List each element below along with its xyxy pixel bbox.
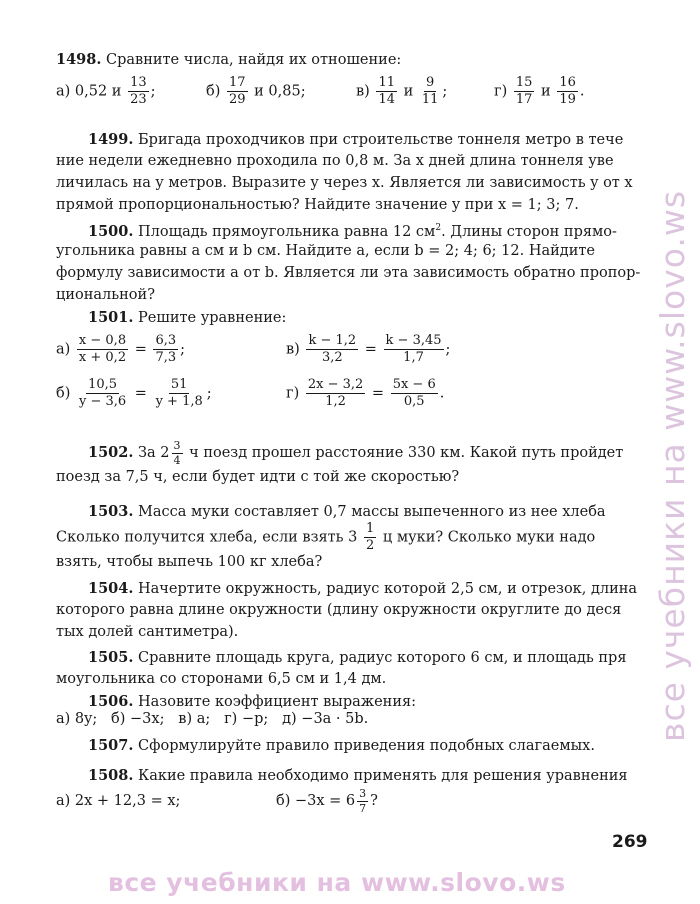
item-label: а) 0,52 и [56, 83, 122, 100]
problem-1508-item-a: а) 2x + 12,3 = x; [56, 793, 181, 809]
fraction: $\frac{3}{4}$ [173, 438, 181, 467]
watermark-bottom: все учебники на www.slovo.ws [108, 868, 566, 897]
problem-1501-item-g: г) $\frac{2x - 3,2}{1,2}$ = $\frac{5x - 6}{0,5}$ . [286, 377, 445, 409]
problem-1501-item-b: б) $\frac{10,5}{y - 3,6}$ = $\frac{51}{y + 1,8}$ ; [56, 377, 212, 409]
fraction: $\frac{13}{23}$ [130, 75, 147, 107]
problem-1504-line-2: которого равна длине окружности (длину окружности округлите до деся [56, 602, 622, 618]
fraction: $\frac{9}{11}$ [421, 75, 439, 107]
fraction: $\frac{10,5}{y - 3,6}$ [79, 377, 127, 409]
problem-1499-line-3: личилась на y метров. Выразите y через x. Является ли зависимость y от x [56, 175, 633, 191]
problem-1502-line-2: поезд за 7,5 ч, если будет идти с той же скоростью? [56, 469, 460, 485]
problem-number: 1501. [88, 309, 134, 326]
fraction: $\frac{16}{19}$ [559, 75, 576, 107]
fraction: $\frac{1}{2}$ [366, 522, 375, 553]
fraction: $\frac{3}{7}$ [359, 786, 367, 815]
problem-1501-item-v: в) $\frac{k - 1,2}{3,2}$ = $\frac{k - 3,45}{1,7}$ ; [286, 333, 451, 365]
problem-1498-item-a: а) 0,52 и $\frac{13}{23}$ ; [56, 75, 156, 107]
fraction: $\frac{2x - 3,2}{1,2}$ [307, 377, 364, 409]
problem-number: 1498. [56, 51, 102, 68]
fraction: $\frac{x - 0,8}{x + 0,2}$ [78, 333, 127, 365]
problem-number: 1505. [88, 649, 134, 666]
fraction: $\frac{6,3}{7,3}$ [155, 333, 177, 365]
problem-1498-title [56, 48, 644, 72]
problem-1508-item-b: б) −3x = 6 $\frac{3}{7}$ ? [276, 786, 378, 815]
item-label: б) [206, 83, 221, 100]
fraction: $\frac{11}{14}$ [378, 75, 395, 107]
fraction: $\frac{k - 3,45}{1,7}$ [385, 333, 442, 365]
problem-1499-line-4: прямой пропорциональностью? Найдите значение y при x = 1; 3; 7. [56, 197, 579, 213]
problem-1505-line-1: 1505. Сравните площадь круга, радиус которого 6 см, и площадь пря [88, 649, 627, 666]
problem-number: 1506. [88, 693, 134, 710]
problem-1508-title: 1508. Какие правила необходимо применять для решения уравнения [88, 767, 628, 784]
problem-number: 1504. [88, 580, 134, 597]
problem-1506-title: 1506. Назовите коэффициент выражения: [88, 693, 417, 710]
problem-1500-line-1: 1500. Площадь прямоугольника равна 12 $см^2$. Длины сторон прямо- [88, 223, 617, 240]
problem-number: 1503. [88, 503, 134, 520]
problem-1499-line-2: ние недели ежедневно проходила по 0,8 м. За x дней длина тоннеля уве [56, 153, 614, 169]
problem-1504-line-3: тых долей сантиметра). [56, 624, 239, 640]
problem-1498-item-g: г) $\frac{15}{17}$ и $\frac{16}{19}$ . [494, 75, 585, 107]
problem-1505-line-2: моугольника со сторонами 6,5 см и 1,4 дм. [56, 671, 387, 687]
problem-1498-item-v: в) $\frac{11}{14}$ и $\frac{9}{11}$ ; [356, 75, 448, 107]
problem-1503-line-3: взять, чтобы выпечь 100 кг хлеба? [56, 554, 323, 570]
problem-1501-title: 1501. Решите уравнение: [88, 309, 287, 326]
problem-1500-line-2: угольника равны a см и b см. Найдите a, если b = 2; 4; 6; 12. Найдите [56, 243, 595, 259]
problem-number: 1500. [88, 223, 134, 240]
problem-1506-items: а) 8y; б) −3x; в) a; г) −p; д) −3a · 5b. [56, 711, 369, 727]
problem-number: 1508. [88, 767, 134, 784]
problem-text: Сравните числа, найдя их отношение: [106, 52, 402, 68]
problem-1507: 1507. Сформулируйте правило приведения подобных слагаемых. [88, 737, 595, 754]
problem-1503-line-2: Сколько получится хлеба, если взять 3 $\frac{1}{2}$ ц муки? Сколько муки надо [56, 522, 596, 553]
problem-1504-line-1: 1504. Начертите окружность, радиус которой 2,5 см, и отрезок, длина [88, 580, 638, 597]
item-label: г) [494, 83, 508, 100]
problem-1502-line-1: 1502. За 2 $\frac{3}{4}$ ч поезд прошел расстояние 330 км. Какой путь пройдет [88, 438, 624, 467]
fraction: $\frac{k - 1,2}{3,2}$ [308, 333, 357, 365]
problem-1499-line-1: 1499. Бригада проходчиков при строительстве тоннеля метро в тече [88, 131, 624, 148]
problem-1498-item-b: б) $\frac{17}{29}$ и 0,85; [206, 75, 306, 107]
page-number: 269 [612, 832, 648, 852]
item-label: в) [356, 83, 370, 100]
problem-number: 1502. [88, 444, 134, 461]
watermark-vertical: все учебники на www.slovo.ws [653, 189, 692, 742]
fraction: $\frac{17}{29}$ [229, 75, 246, 107]
problem-number: 1499. [88, 131, 134, 148]
problem-number: 1507. [88, 737, 134, 754]
fraction: $\frac{15}{17}$ [515, 75, 533, 107]
problem-1500-line-3: формулу зависимости a от b. Является ли эта зависимость обратно пропор- [56, 265, 641, 281]
problem-1503-line-1: 1503. Масса муки составляет 0,7 массы выпеченного из нее хлеба [88, 503, 606, 520]
problem-1501-item-a: а) $\frac{x - 0,8}{x + 0,2}$ = $\frac{6,3}{7,3}$ ; [56, 333, 186, 365]
fraction: $\frac{5x - 6}{0,5}$ [392, 377, 436, 409]
problem-1500-line-4: циональной? [56, 287, 155, 303]
fraction: $\frac{51}{y + 1,8}$ [155, 377, 203, 409]
